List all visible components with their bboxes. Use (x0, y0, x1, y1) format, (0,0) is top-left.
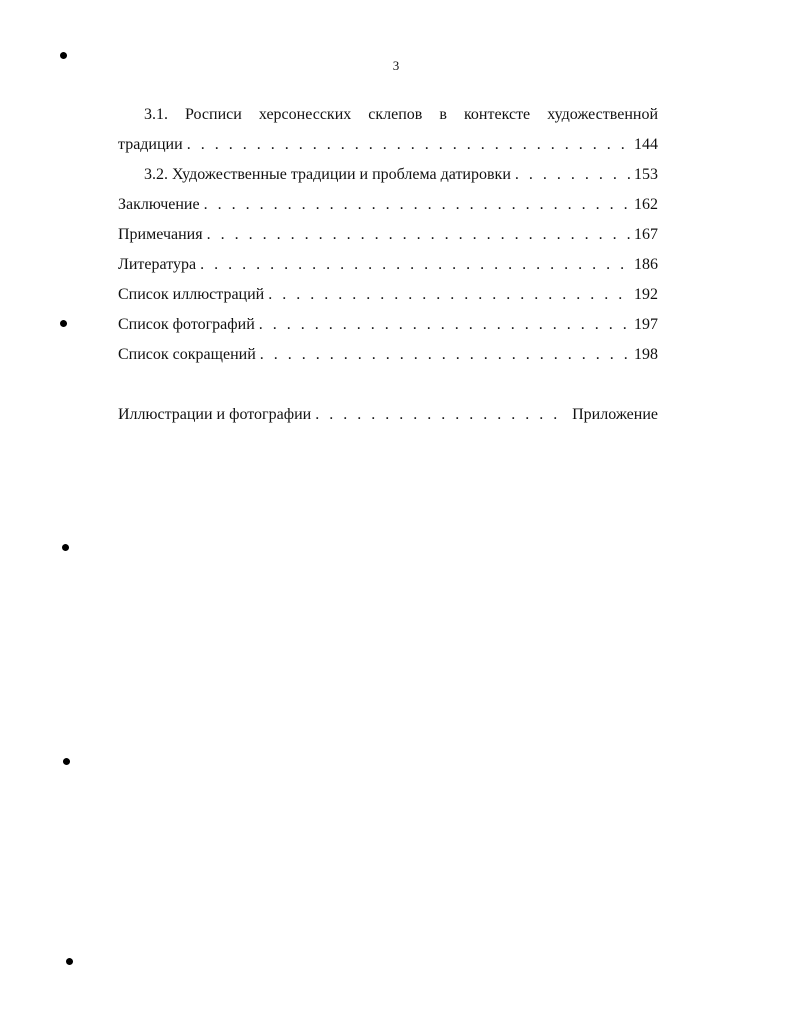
toc-entry-page: 162 (634, 196, 658, 213)
toc-entry-label: традиции (118, 136, 183, 153)
dot-leader (315, 400, 568, 430)
dot-leader (515, 160, 630, 190)
toc-entry-abbreviations-list (118, 340, 658, 370)
dot-leader (207, 220, 630, 250)
toc-entry-label: Иллюстрации и фотографии (118, 406, 312, 423)
dot-leader (260, 340, 630, 370)
toc-entry-photos-list (118, 310, 658, 340)
dot-leader (200, 250, 630, 280)
toc-entry-appendix (118, 400, 658, 430)
toc-entry-3-1-line1: 3.1. Росписи херсонесских склепов в контексте художественной (144, 106, 658, 123)
dot-leader (259, 310, 630, 340)
toc-entry-page: 197 (634, 316, 658, 333)
toc-entry-page: 186 (634, 256, 658, 273)
scan-mark (62, 757, 71, 766)
scan-mark (65, 957, 74, 966)
toc-entry-label: Список иллюстраций (118, 286, 265, 303)
toc-entry-label: Список фотографий (118, 316, 255, 333)
toc-entry-page: 167 (634, 226, 658, 243)
toc-entry-label: Примечания (118, 226, 203, 243)
dot-leader (187, 130, 630, 160)
toc-entry-label: Список сокращений (118, 346, 256, 363)
table-of-contents (118, 100, 658, 430)
toc-entry-page: Приложение (572, 406, 658, 423)
toc-entry-3-2 (118, 160, 658, 190)
toc-entry-page: 153 (634, 166, 658, 183)
toc-entry-conclusion (118, 190, 658, 220)
toc-entry-label: Литература (118, 256, 197, 273)
toc-entry-literature (118, 250, 658, 280)
dot-leader (268, 280, 630, 310)
scan-mark (59, 319, 68, 328)
toc-entry-page: 144 (634, 136, 658, 153)
spacer (118, 370, 658, 400)
toc-entry-3-1-line2 (118, 130, 658, 160)
toc-entry-label: Заключение (118, 196, 200, 213)
toc-entry-page: 192 (634, 286, 658, 303)
dot-leader (204, 190, 630, 220)
page-number: 3 (392, 58, 400, 73)
toc-entry-page: 198 (634, 346, 658, 363)
toc-entry-illustrations-list (118, 280, 658, 310)
toc-entry-label: 3.2. Художественные традиции и проблема датировки (144, 166, 511, 183)
toc-entry-notes (118, 220, 658, 250)
scan-mark (61, 543, 70, 552)
